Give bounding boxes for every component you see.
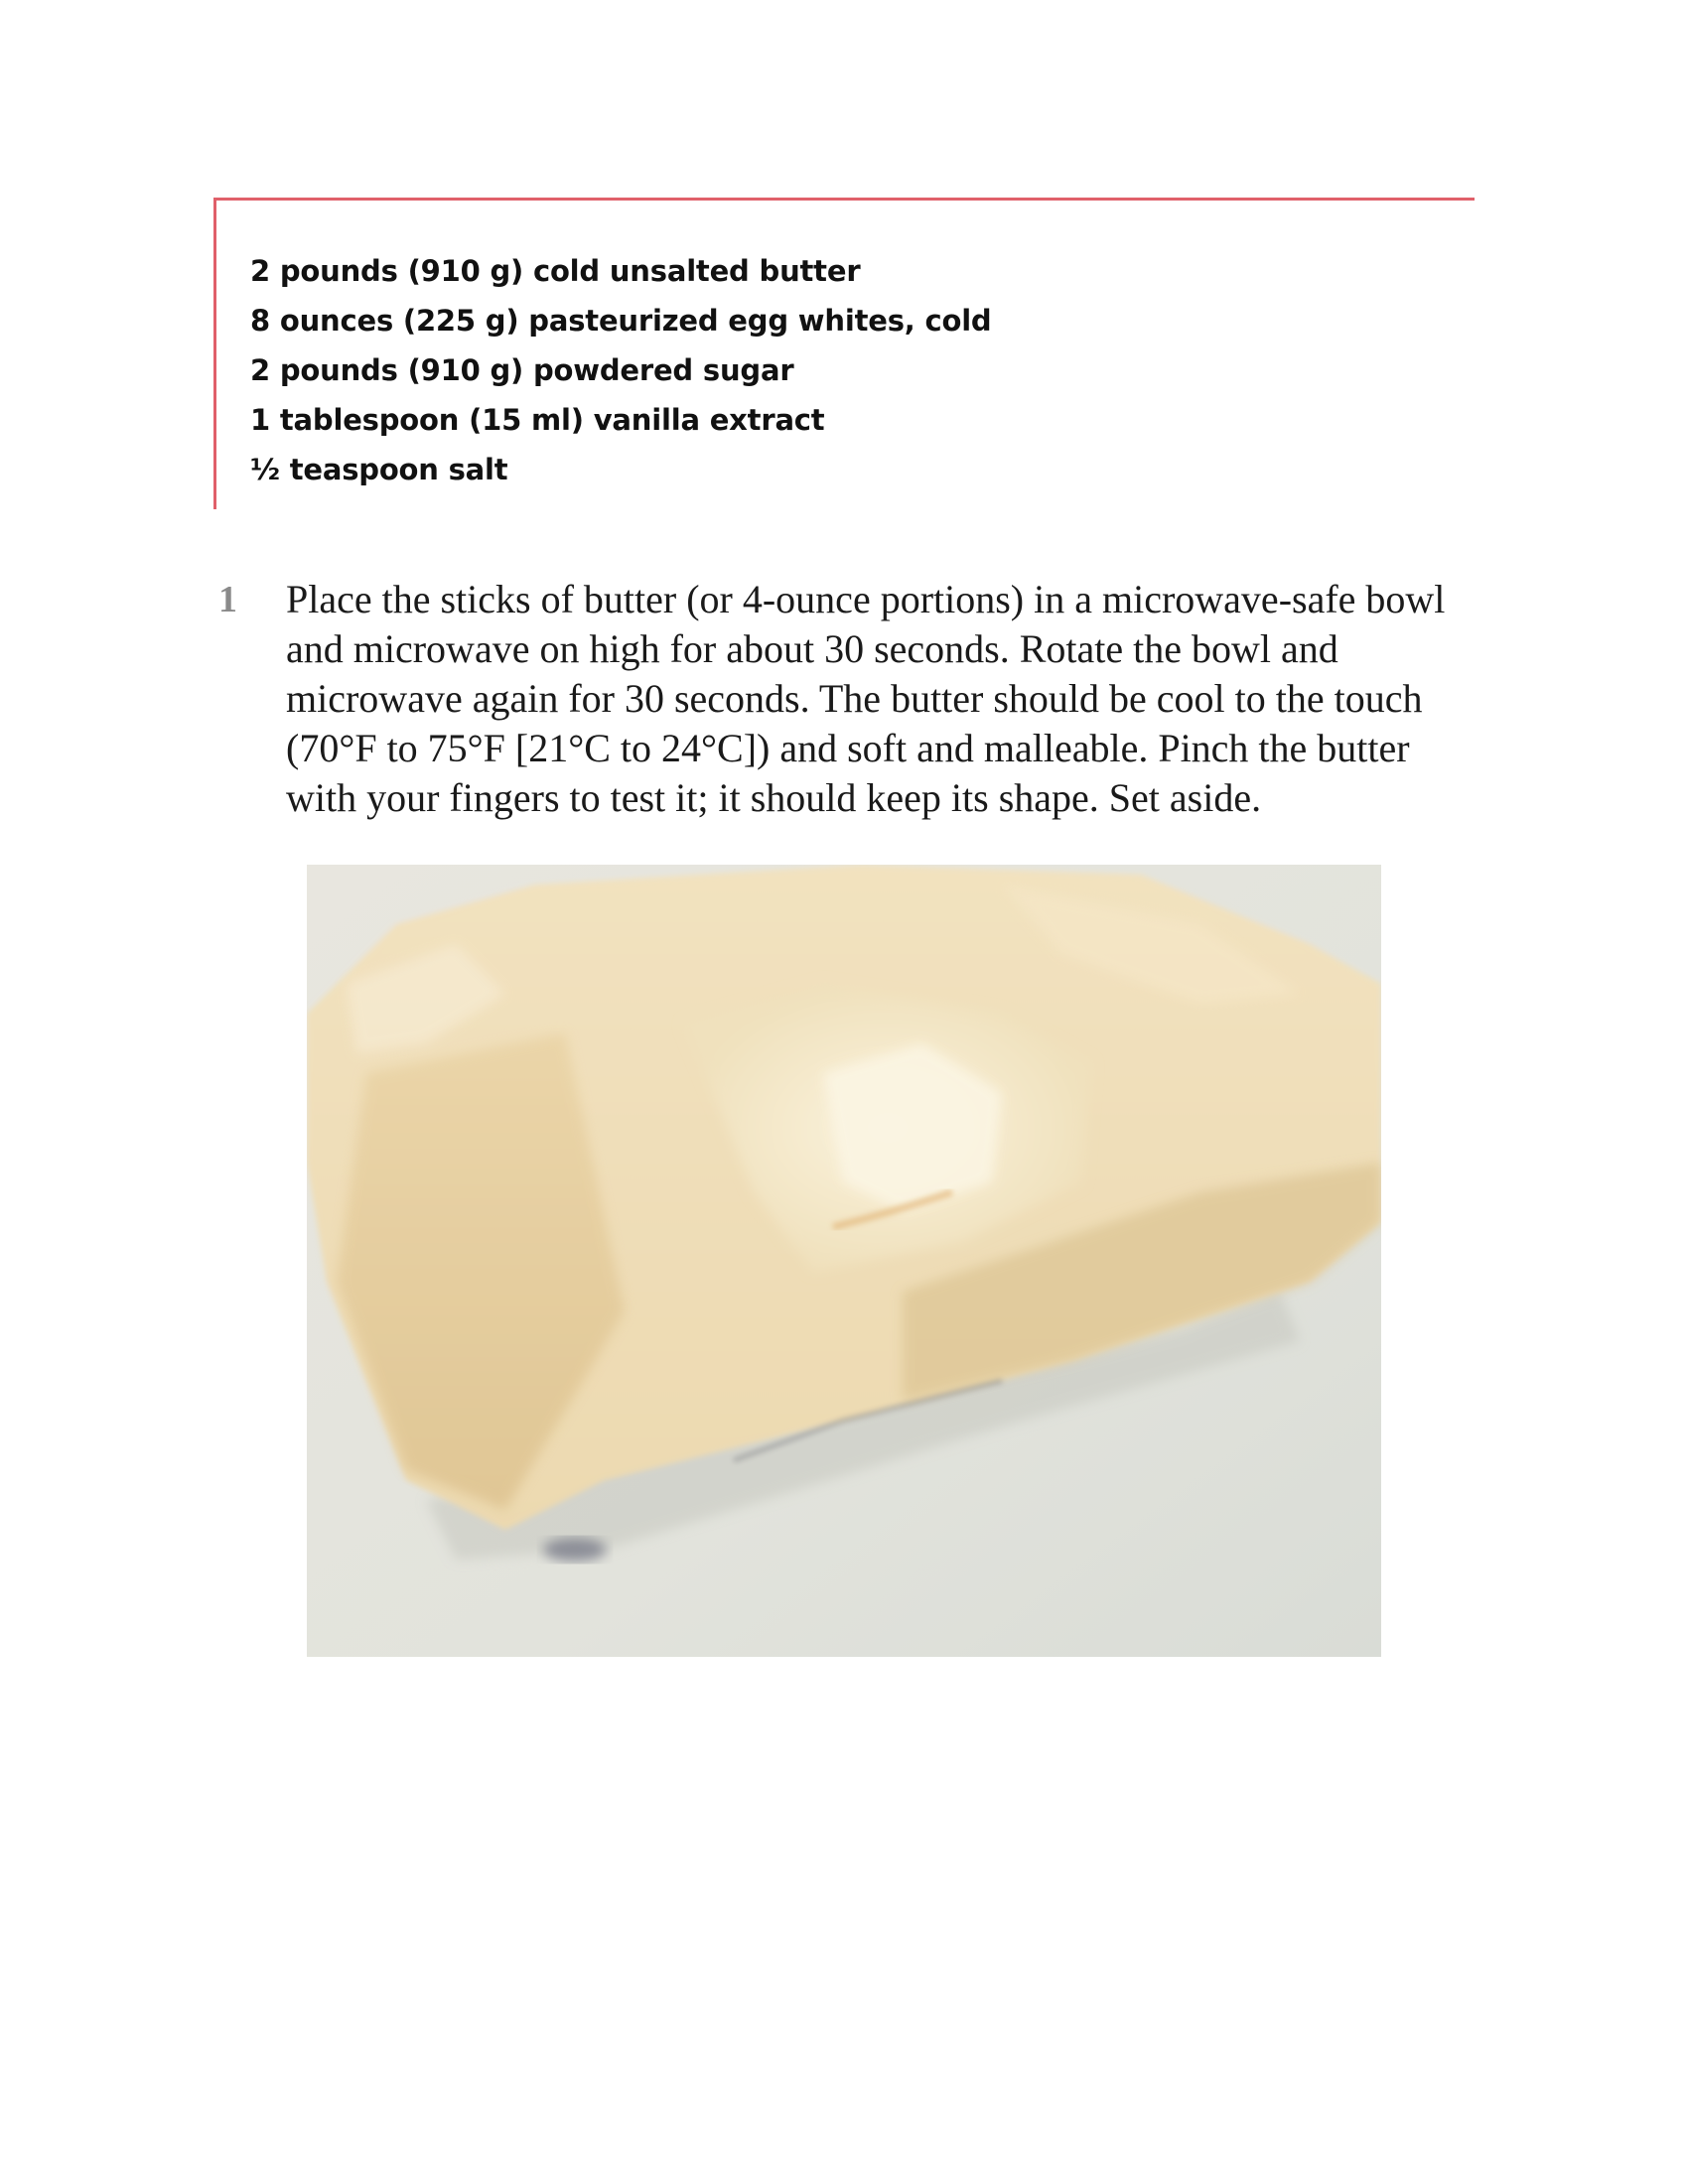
ingredient-item: 2 pounds (910 g) cold unsalted butter xyxy=(250,254,861,288)
ingredients-list xyxy=(250,246,992,494)
ingredient-item: 1 tablespoon (15 ml) vanilla extract xyxy=(250,403,825,437)
ingredients-box xyxy=(213,198,1475,509)
step-text: Place the sticks of butter (or 4-ounce portions) in a microwave-safe bowl and microwave on high for about 30 seconds. Rotate the bowl and microwave again for 30 seconds. The butter should be cool to the touch (70°F to 75°F [21°C to 24°C]) and soft and malleable. Pinch the butter with your fingers to test it; it should keep its shape. Set aside. xyxy=(286,577,1446,820)
butter-photo-illustration xyxy=(307,865,1381,1657)
butter-photo xyxy=(307,865,1381,1657)
step-number: 1 xyxy=(218,579,237,620)
ingredient-item: 8 ounces (225 g) pasteurized egg whites, cold xyxy=(250,304,992,338)
ingredient-item: 2 pounds (910 g) powdered sugar xyxy=(250,353,794,387)
ingredient-item: ½ teaspoon salt xyxy=(250,453,508,486)
